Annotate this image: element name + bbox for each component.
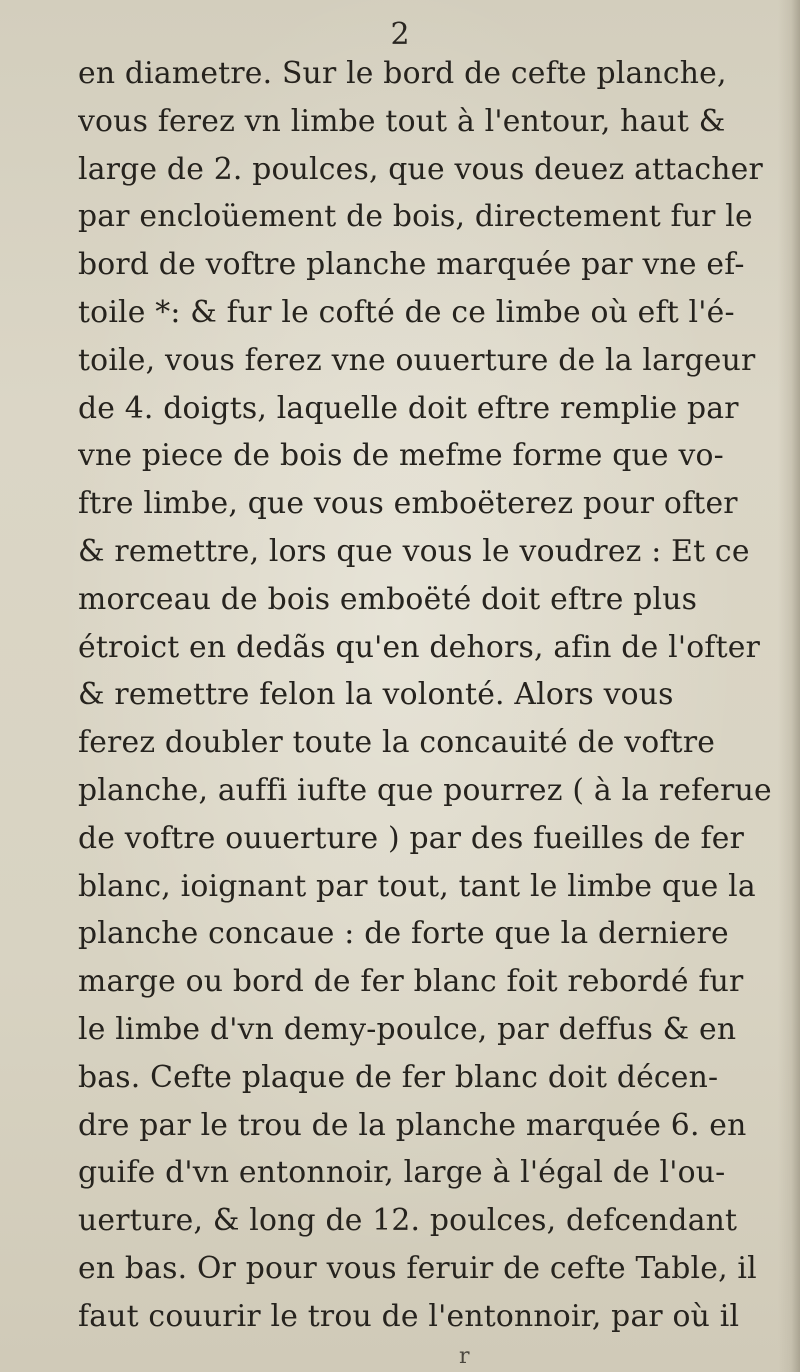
text-line: marge ou bord de fer blanc foit rebordé fur	[78, 964, 744, 1000]
page-number: 2	[390, 17, 410, 52]
text-line: dre par le trou de la planche marquée 6. en	[78, 1107, 747, 1143]
text-line: de voftre ouuerture ) par des fueilles de fer	[78, 820, 745, 856]
text-line: planche concaue : de forte que la derniere	[78, 916, 729, 952]
text-line: étroict en dedãs qu'en dehors, afin de l'ofter	[78, 629, 761, 665]
text-line: morceau de bois emboëté doit eftre plus	[78, 581, 698, 617]
text-line: guife d'vn entonnoir, large à l'égal de l'ou-	[78, 1155, 726, 1191]
text-line: blanc, ioignant par tout, tant le limbe que la	[78, 868, 756, 904]
text-line: ferez doubler toute la concauité de voftre	[78, 725, 716, 761]
text-line: & remettre felon la volonté. Alors vous	[78, 677, 674, 713]
text-line: vous ferez vn limbe tout à l'entour, haut &	[78, 103, 726, 139]
text-line: ftre limbe, que vous emboëterez pour ofter	[78, 486, 738, 522]
text-line: toile, vous ferez vne ouuerture de la largeur	[78, 342, 756, 378]
text-line: uerture, & long de 12. poulces, defcendant	[78, 1203, 738, 1239]
text-line: bas. Cefte plaque de fer blanc doit décen-	[78, 1059, 719, 1095]
text-line: toile *: & fur le cofté de ce limbe où eft l'é-	[78, 294, 735, 330]
text-line: & remettre, lors que vous le voudrez : Et ce	[78, 533, 750, 569]
signature-mark: r	[459, 1344, 470, 1369]
text-line: de 4. doigts, laquelle doit eftre remplie par	[78, 390, 739, 426]
text-line: planche, auffi iufte que pourrez ( à la referue	[78, 772, 772, 808]
body-text	[78, 50, 796, 1341]
text-line: large de 2. poulces, que vous deuez attacher	[78, 151, 763, 187]
text-line: bord de voftre planche marquée par vne ef-	[78, 247, 745, 283]
text-line: faut couurir le trou de l'entonnoir, par où il	[78, 1298, 740, 1334]
text-line: en bas. Or pour vous feruir de cefte Table, il	[78, 1250, 757, 1286]
text-line: vne piece de bois de mefme forme que vo-	[78, 438, 724, 474]
text-line: en diametre. Sur le bord de cefte planche,	[78, 56, 727, 91]
text-line: par encloüement de bois, directement fur le	[78, 199, 753, 235]
text-line: le limbe d'vn demy-poulce, par deffus & en	[78, 1011, 737, 1047]
